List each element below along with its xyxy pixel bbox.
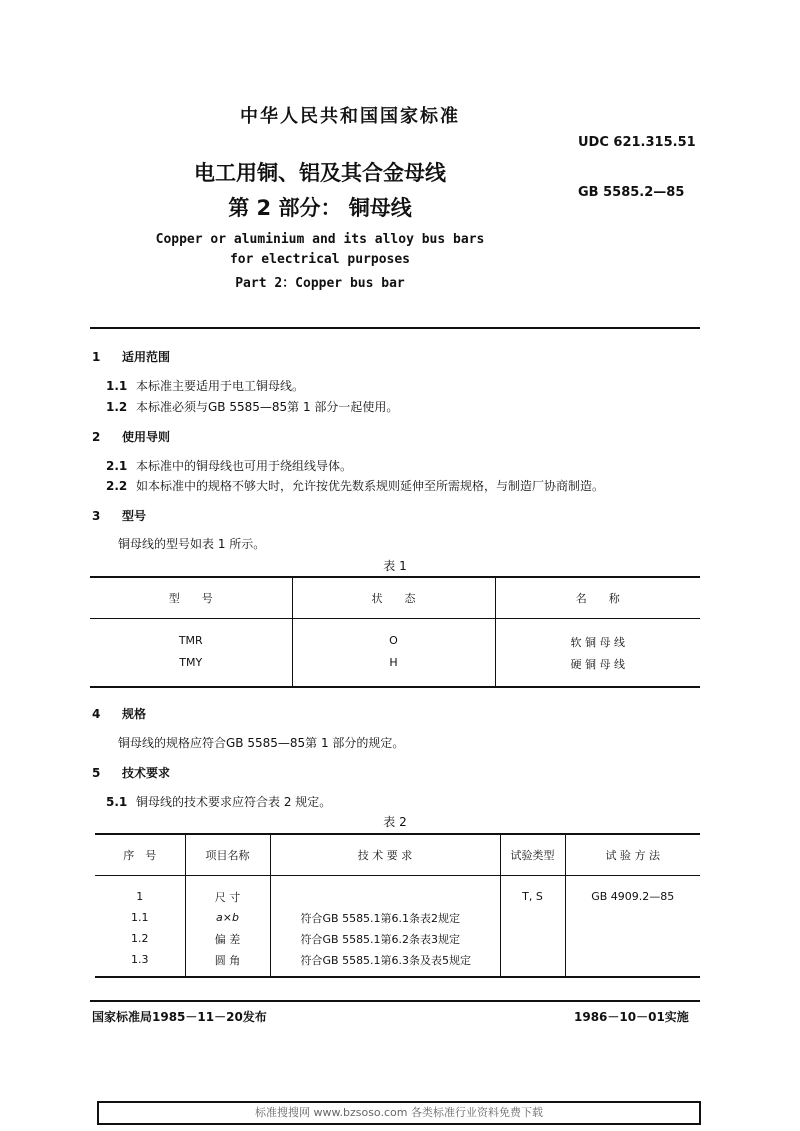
table-2-caption: 表 2: [383, 815, 407, 829]
effective-date: 1986－10－01实施: [574, 1010, 689, 1024]
section-4-heading: 4 规格: [92, 707, 147, 721]
clause-5-1: 5.1 铜母线的技术要求应符合表 2 规定。: [106, 795, 332, 809]
table-row: [95, 876, 700, 908]
udc-code: UDC 621.315.51: [578, 135, 696, 150]
table-2-cell: GB 4909.2—85: [591, 890, 675, 903]
table-row: [90, 619, 700, 657]
table-row: [95, 928, 700, 949]
table-2: [95, 833, 700, 978]
section-4-text: 铜母线的规格应符合GB 5585—85第 1 部分的规定。: [118, 736, 405, 750]
table-1-header-row: [90, 577, 700, 619]
table-1-header-cell: 型 号: [90, 577, 292, 619]
table-1: [90, 576, 700, 688]
clause-1-2: 1.2 本标准必须与GB 5585—85第 1 部分一起使用。: [106, 400, 399, 414]
table-2-cell: 1.2: [95, 928, 185, 949]
table-2-header-cell: 序 号: [95, 834, 185, 876]
table-1-header-cell: 名 称: [495, 577, 700, 619]
table-1-cell: 硬 铜 母 线: [570, 658, 625, 671]
clause-2-1: 2.1 本标准中的铜母线也可用于绕组线导体。: [106, 459, 353, 473]
table-2-cell: 偏 差: [185, 928, 270, 949]
section-1-heading: 1 适用范围: [92, 350, 171, 364]
footer-divider: [90, 1000, 700, 1002]
gb-number: GB 5585.2—85: [578, 185, 685, 200]
table-2-cell: 1.1: [95, 907, 185, 928]
table-2-cell: 1: [95, 876, 185, 908]
table-2-cell: 圆 角: [185, 949, 270, 977]
clause-2-2: 2.2 如本标准中的规格不够大时，允许按优先数系规则延伸至所需规格，与制造厂协商制造。: [106, 479, 605, 493]
table-1-cell: H: [292, 656, 495, 687]
table-row: [90, 656, 700, 687]
table-2-cell: a×b: [185, 907, 270, 928]
table-2-cell: 符合GB 5585.1第6.2条表3规定: [270, 928, 500, 949]
table-2-cell: [500, 928, 565, 949]
table-2-cell: [565, 949, 700, 977]
title-en-line2: for electrical purposes: [229, 252, 410, 267]
table-2-cell: 符合GB 5585.1第6.1条表2规定: [270, 907, 500, 928]
table-1-cell: O: [292, 619, 495, 657]
table-1-caption: 表 1: [383, 559, 407, 573]
title-zh-line1: 电工用铜、铝及其合金母线: [194, 161, 446, 185]
table-1-cell: 软 铜 母 线: [570, 636, 625, 649]
header-divider: [90, 327, 700, 329]
title-zh-line2: 第 2 部分： 铜母线: [228, 196, 412, 220]
title-en-line3: Part 2：Copper bus bar: [235, 276, 405, 291]
table-2-cell: [565, 928, 700, 949]
watermark-banner: 标准搜搜网 www.bzsoso.com 各类标准行业资料免费下载: [97, 1101, 701, 1125]
section-5-heading: 5 技术要求: [92, 766, 171, 780]
table-2-header-cell: 项目名称: [185, 834, 270, 876]
clause-1-1: 1.1 本标准主要适用于电工铜母线。: [106, 379, 305, 393]
table-2-header-cell: 试 验 方 法: [565, 834, 700, 876]
table-2-header-cell: 技 术 要 求: [270, 834, 500, 876]
table-2-cell: 符合GB 5585.1第6.3条及表5规定: [270, 949, 500, 977]
section-3-text: 铜母线的型号如表 1 所示。: [118, 537, 266, 551]
section-3-heading: 3 型号: [92, 509, 147, 523]
table-1-cell: TMR: [90, 619, 292, 657]
table-2-cell: T, S: [500, 876, 565, 908]
table-2-header-row: [95, 834, 700, 876]
table-row: [95, 949, 700, 977]
standard-title: 中华人民共和国国家标准: [240, 106, 460, 127]
table-1-cell: TMY: [90, 656, 292, 687]
table-2-cell: [500, 907, 565, 928]
section-2-heading: 2 使用导则: [92, 430, 171, 444]
table-2-cell: [500, 949, 565, 977]
table-2-cell: [565, 907, 700, 928]
table-2-header-cell: 试验类型: [500, 834, 565, 876]
table-2-cell: 1.3: [95, 949, 185, 977]
title-en-line1: Copper or aluminium and its alloy bus bars: [155, 232, 485, 247]
table-2-cell: 尺 寸: [185, 876, 270, 908]
issued-date: 国家标准局1985－11－20发布: [92, 1010, 267, 1024]
table-1-header-cell: 状 态: [292, 577, 495, 619]
table-2-cell: [270, 876, 500, 908]
table-row: [95, 907, 700, 928]
